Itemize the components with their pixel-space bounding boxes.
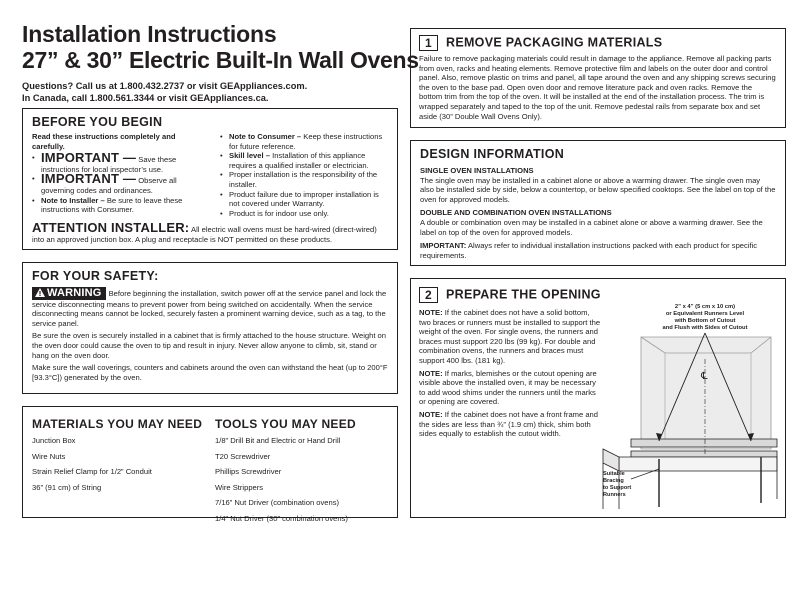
single-oven-heading: SINGLE OVEN INSTALLATIONS	[420, 166, 534, 175]
list-item: Strain Relief Clamp for 1/2” Conduit	[32, 467, 152, 477]
step-1-text: Failure to remove packaging materials could result in damage to the appliance. Remove all packing parts from oven, racks and heating elements. Remove protective film and labels on the outer door and control panel. Also, remove plastic on trims and panel, all tape around the oven and any shipping screws securing the oven to the base pad. Open oven door and remove literature pack and oven racks. Remove the bottom trim from the top of the oven. It will be installed at the end of the installation process. The trim is wrapped separately and taped to the top of the unit. Remove pedestal rails from separate box and set aside (30” Double Wall Ovens Only).	[419, 54, 776, 121]
note-to-consumer: • Note to Consumer – Keep these instructions for future reference.	[220, 132, 388, 151]
list-item: Wire Strippers	[215, 482, 264, 492]
list-item: Junction Box	[32, 436, 76, 445]
list-item: 1/4” Nut Driver (30” combination ovens)	[215, 513, 348, 523]
materials-heading: MATERIALS YOU MAY NEED	[32, 417, 203, 431]
important-codes: • IMPORTANT — Observe all governing codes and ordinances.	[32, 174, 210, 195]
contact-canada: In Canada, call 1.800.561.3344 or visit GEAppliances.ca.	[22, 92, 269, 103]
important-save: • IMPORTANT — Save these instructions for local inspector’s use.	[32, 153, 210, 174]
runners-label-line: 2” x 4” (5 cm x 10 cm)	[674, 304, 736, 310]
materials-tools-section	[22, 406, 398, 523]
safety-paragraph-3: Make sure the wall coverings, counters and cabinets around the oven can withstand the heat (up to 200°F [93.3°C]) generated by the oven.	[32, 363, 388, 382]
bullet-failure: • Product failure due to improper installation is not covered under Warranty.	[220, 190, 388, 209]
bullet-indoor: • Product is for indoor use only.	[220, 209, 388, 219]
double-oven-text: A double or combination oven may be installed in a cabinet alone or above a warming drawer. See the label on top of the oven for approved models.	[420, 217, 763, 237]
list-item: 36” (91 cm) of String	[32, 482, 102, 492]
step-number: 2	[419, 287, 438, 303]
step-heading: PREPARE THE OPENING	[446, 287, 601, 302]
document-title: Installation Instructions	[22, 21, 277, 47]
warning-badge: WARNING	[32, 287, 106, 300]
centerline-symbol: ℄	[701, 371, 708, 382]
bullet-proper: • Proper installation is the responsibility of the installer.	[220, 170, 388, 189]
list-item: 7/16” Nut Driver (combination ovens)	[215, 498, 340, 508]
contact-info	[22, 81, 307, 104]
bracing-label-line: Runners	[603, 492, 626, 498]
materials-list	[32, 415, 215, 527]
runners-label-line: with Bottom of Cutout	[674, 318, 736, 324]
step-number: 1	[419, 35, 438, 51]
skill-level: • Skill level – Installation of this appliance requires a qualified installer or electrician.	[220, 151, 388, 170]
safety-paragraph-1: WARNING Before beginning the installation, switch power off at the service panel and lock the service disconnecting means to prevent power from being switched on accidentally. When the service disconnecting means cannot be locked, securely fasten a prominent warning device, such as a tag, to the service panel.	[32, 287, 387, 328]
single-oven-text: The single oven may be installed in a cabinet alone or above a warming drawer. The single oven may also be installed side by side, below a countertop, or below specified cooktops. See the label on top of the oven for approved models.	[420, 175, 776, 204]
list-item: T20 Screwdriver	[215, 451, 271, 461]
step-2-section	[410, 278, 786, 518]
section-heading: FOR YOUR SAFETY:	[32, 269, 159, 283]
bracing-label-line: Bracing	[603, 478, 624, 484]
runners-label-line: and Flush with Sides of Cutout	[662, 325, 748, 331]
tools-list	[215, 415, 385, 527]
before-you-begin-section	[22, 108, 398, 250]
warning-icon	[35, 288, 45, 297]
design-information-section	[410, 140, 786, 266]
step-1-section	[410, 28, 786, 128]
bracing-label-line: Suitable	[603, 471, 625, 477]
double-oven-heading: DOUBLE AND COMBINATION OVEN INSTALLATIONS	[420, 208, 612, 218]
list-item: 1/8” Drill Bit and Electric or Hand Drill	[215, 436, 341, 445]
document-subtitle: 27” & 30” Electric Built-In Wall Ovens	[22, 47, 419, 73]
bracing-label-line: to Support	[603, 485, 632, 491]
contact-us: Questions? Call us at 1.800.432.2737 or visit GEAppliances.com.	[22, 81, 308, 91]
cabinet-opening-diagram	[601, 299, 783, 515]
section-heading: BEFORE YOU BEGIN	[32, 115, 163, 129]
note-front-frame: NOTE: If the cabinet does not have a front frame and the sides are less than ¾” (1.9 cm) thick, shim both sides equally to establish the cutout width.	[419, 409, 598, 439]
design-important: IMPORTANT: Always refer to individual installation instructions packed with each product for specific requirements.	[420, 241, 758, 260]
safety-section	[22, 262, 398, 394]
section-heading: DESIGN INFORMATION	[420, 147, 565, 161]
step-heading: REMOVE PACKAGING MATERIALS	[446, 35, 663, 50]
list-item: Wire Nuts	[32, 451, 66, 461]
attention-installer: ATTENTION INSTALLER: All electric wall ovens must be hard-wired (direct-wired) into an approved junction box. A plug and receptacle is NOT permitted on these products.	[32, 220, 377, 244]
read-instructions: Read these instructions completely and carefully.	[32, 132, 176, 151]
note-solid-bottom: NOTE: If the cabinet does not have a solid bottom, two braces or runners must be installed to support the weight of the oven. For single ovens, the runners and braces must support 220 lbs (99 kg). For double and combination ovens, the runners and braces must support 400 lbs. (181 kg).	[419, 308, 601, 365]
note-blemishes: NOTE: If marks, blemishes or the cutout opening are visible above the installed oven, it may be necessary to add wood shims under the runners until the marks or opening are covered.	[419, 368, 597, 407]
list-item: Phillips Screwdriver	[215, 467, 282, 477]
note-to-installer: • Note to Installer – Be sure to leave these instructions with Consumer.	[32, 196, 210, 215]
runners-label-line: or Equivalent Runners Level	[665, 311, 745, 317]
safety-paragraph-2: Be sure the oven is securely installed in a cabinet that is firmly attached to the house structure. Weight on the oven door could cause the oven to tip and result in injury. Never allow anyone to climb, sit, stand or hang on the oven door.	[32, 331, 387, 360]
tools-heading: TOOLS YOU MAY NEED	[215, 417, 356, 431]
